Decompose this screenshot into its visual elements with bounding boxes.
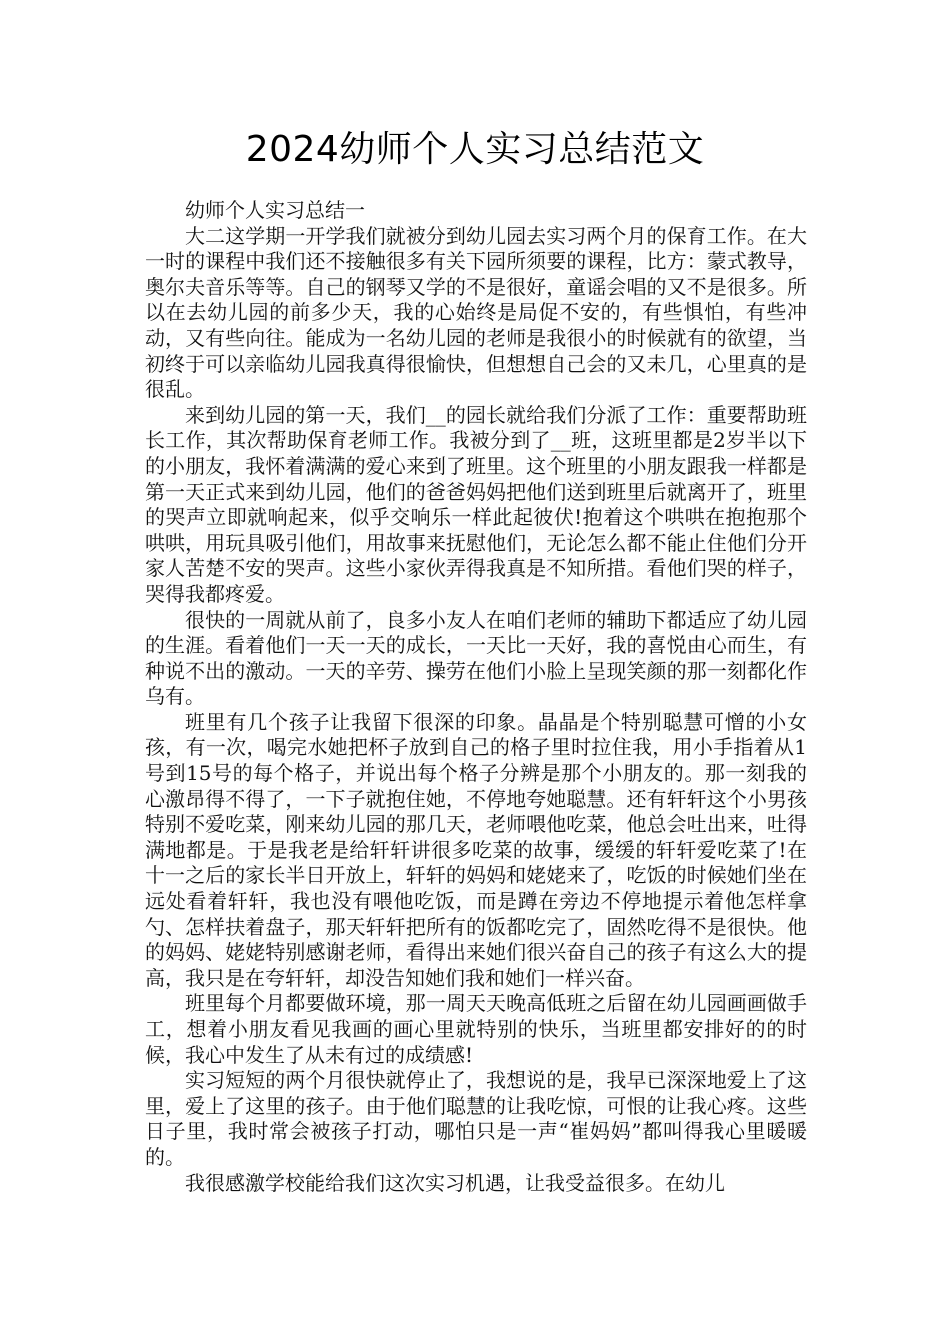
paragraph: 很快的一周就从前了，良多小友人在咱们老师的辅助下都适应了幼儿园的生涯。看着他们一天一天的成长，一天比一天好，我的喜悦由心而生，有种说不出的激动。一天的辛劳、操劳在他们小脸上呈现笑颜的那一刻都化作乌有。 xyxy=(145,607,807,709)
paragraph: 大二这学期一开学我们就被分到幼儿园去实习两个月的保育工作。在大一时的课程中我们还不接触很多有关下园所须要的课程，比方：蒙式教导，奥尔夫音乐等等。自己的钢琴又学的不是很好，童谣会唱的又不是很多。所以在去幼儿园的前多少天，我的心始终是局促不安的，有些惧怕，有些冲动，又有些向往。能成为一名幼儿园的老师是我很小的时候就有的欲望，当初终于可以亲临幼儿园我真得很愉快，但想想自己会的又未几，心里真的是很乱。 xyxy=(145,223,807,402)
section-heading: 幼师个人实习总结一 xyxy=(185,198,365,222)
paragraph: 班里有几个孩子让我留下很深的印象。晶晶是个特别聪慧可憎的小女孩，有一次，喝完水她把杯子放到自己的格子里时拉住我，用小手指着从1号到15号的每个格子，并说出每个格子分辨是那个小朋友的。那一刻我的心激昂得不得了，一下子就抱住她，不停地夸她聪慧。还有轩轩这个小男孩特别不爱吃菜，刚来幼儿园的那几天，老师喂他吃菜，他总会吐出来，吐得满地都是。于是我老是给轩轩讲很多吃菜的故事，缓缓的轩轩爱吃菜了!在十一之后的家长半日开放上，轩轩的妈妈和姥姥来了，吃饭的时候她们坐在远处看着轩轩，我也没有喂他吃饭，而是蹲在旁边不停地提示着他怎样拿勺、怎样扶着盘子，那天轩轩把所有的饭都吃完了，固然吃得不是很快。他的妈妈、姥姥特别感谢老师，看得出来她们很兴奋自己的孩子有这么大的提高，我只是在夸轩轩，却没告知她们我和她们一样兴奋。 xyxy=(145,709,807,990)
document-body xyxy=(145,198,807,1196)
document-title: 2024幼师个人实习总结范文 xyxy=(245,129,705,170)
paragraph: 班里每个月都要做环境，那一周天天晚高低班之后留在幼儿园画画做手工，想着小朋友看见我画的画心里就特别的快乐，当班里都安排好的的时候，我心中发生了从未有过的成绩感! xyxy=(145,991,807,1067)
paragraph: 实习短短的两个月很快就停止了，我想说的是，我早已深深地爱上了这里，爱上了这里的孩子。由于他们聪慧的让我吃惊，可恨的让我心疼。这些日子里，我时常会被孩子打动，哪怕只是一声“崔妈妈”都叫得我心里暖暖的。 xyxy=(145,1068,807,1169)
paragraph: 我很感激学校能给我们这次实习机遇，让我受益很多。在幼儿 xyxy=(185,1170,725,1195)
paragraph: 来到幼儿园的第一天，我们__的园长就给我们分派了工作：重要帮助班长工作，其次帮助保育老师工作。我被分到了__班，这班里都是2岁半以下的小朋友，我怀着满满的爱心来到了班里。这个班里的小朋友跟我一样都是第一天正式来到幼儿园，他们的爸爸妈妈把他们送到班里后就离开了，班里的哭声立即就响起来，似乎交响乐一样此起彼伏!抱着这个哄哄在抱抱那个哄哄，用玩具吸引他们，用故事来抚慰他们，无论怎么都不能止住他们分开家人苦楚不安的哭声。这些小家伙弄得我真是不知所措。看他们哭的样子，哭得我都疼爱。 xyxy=(145,402,807,606)
